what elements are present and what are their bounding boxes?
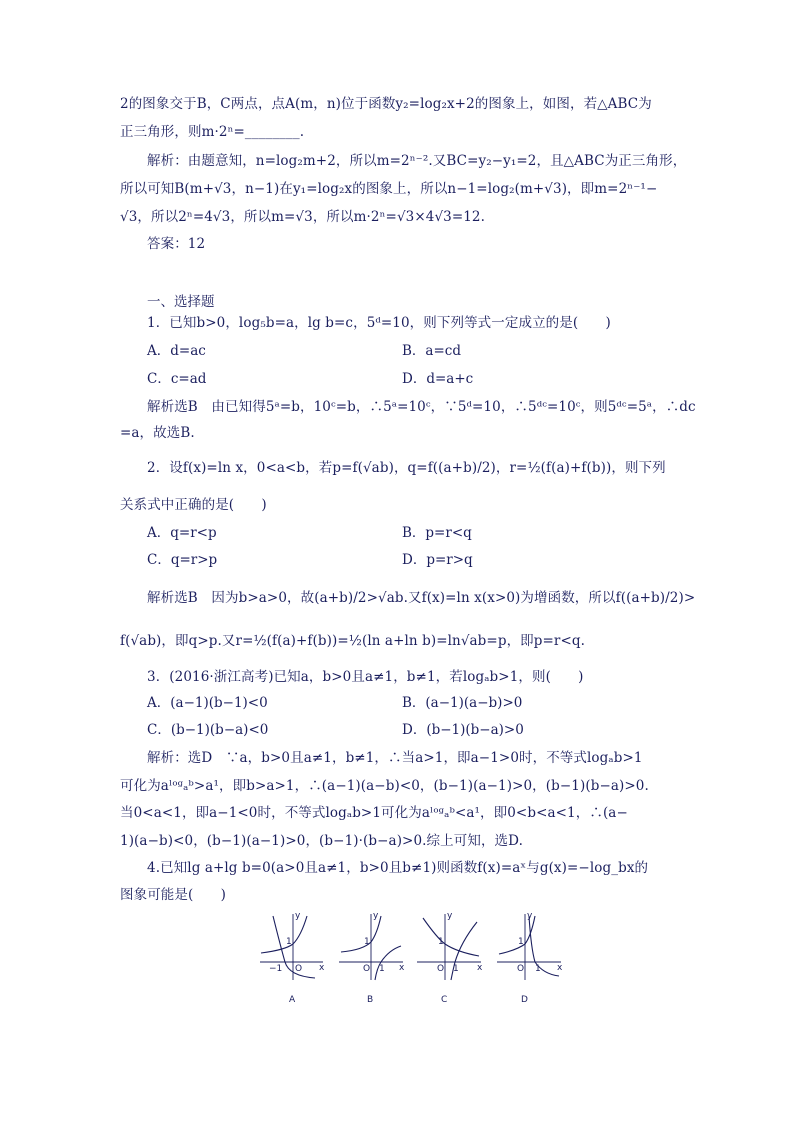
prev-answer: 答案：12 xyxy=(147,236,206,252)
graph-b-one: 1 xyxy=(364,937,370,947)
graph-c-x-label: x xyxy=(477,963,483,973)
graph-c-origin: O xyxy=(437,964,445,974)
graph-b-x-label: x xyxy=(399,963,405,973)
q2-stem-line-2: 关系式中正确的是( ) xyxy=(120,497,267,513)
q3-solution-line-1: 解析：选D ∵a，b>0且a≠1，b≠1，∴当a>1，即a−1>0时，不等式logₐb>1 xyxy=(147,750,643,766)
q3-option-c: C．(b−1)(b−a)<0 xyxy=(147,722,269,738)
graph-c-y-label: y xyxy=(447,911,453,921)
q2-option-d: D．p=r>q xyxy=(402,552,473,568)
q4-stem-line-1: 4.已知lg a+lg b=0(a>0且a≠1，b>0且b≠1)则函数f(x)=aˣ与g(x)=−log_bx的 xyxy=(147,860,649,876)
q1-solution-line-1: 解析选B 由已知得5ᵃ=b，10ᶜ=b，∴5ᵃ=10ᶜ，∵5ᵈ=10，∴5ᵈᶜ=10ᶜ，则5ᵈᶜ=5ᵃ，∴dc xyxy=(147,399,696,415)
prev-problem-line-2: 正三角形，则m·2ⁿ=________. xyxy=(120,124,305,140)
graph-d-x-label: x xyxy=(557,963,563,973)
q1-option-d: D．d=a+c xyxy=(402,371,474,387)
q1-option-c: C．c=ad xyxy=(147,371,207,387)
q1-option-b: B．a=cd xyxy=(402,343,461,359)
graph-d xyxy=(497,911,563,1005)
graph-d-label: D xyxy=(521,995,528,1005)
graph-b xyxy=(339,911,405,1005)
prev-analysis-line-3: √3，所以2ⁿ=4√3，所以m=√3，所以m·2ⁿ=√3×4√3=12. xyxy=(120,209,486,225)
graph-b-x-one: 1 xyxy=(379,964,385,974)
graph-d-y-label: y xyxy=(527,911,533,921)
graph-d-one: 1 xyxy=(518,937,524,947)
graph-a-neg-one: −1 xyxy=(269,964,283,974)
graph-c-x-one: 1 xyxy=(453,964,459,974)
q3-stem: 3．(2016·浙江高考)已知a，b>0且a≠1，b≠1，若logₐb>1，则( ) xyxy=(147,669,584,685)
prev-problem-line-1: 2的图象交于B，C两点，点A(m，n)位于函数y₂=log₂x+2的图象上，如图，若△ABC为 xyxy=(120,96,652,112)
q1-option-a: A．d=ac xyxy=(147,343,206,359)
q4-graph-options xyxy=(255,908,575,1008)
graph-b-origin: O xyxy=(363,964,371,974)
q3-solution-line-2: 可化为aˡᵒᵍₐᵇ>a¹，即b>a>1，∴(a−1)(a−b)<0，(b−1)(a−1)>0，(b−1)(b−a)>0. xyxy=(120,778,649,794)
prev-analysis-line-2: 所以可知B(m+√3，n−1)在y₁=log₂x的图象上，所以n−1=log₂(m+√3)，即m=2ⁿ⁻¹− xyxy=(120,181,658,197)
graph-b-y-label: y xyxy=(373,911,379,921)
q2-option-a: A．q=r<p xyxy=(147,525,217,541)
prev-analysis-line-1: 解析：由题意知，n=log₂m+2，所以m=2ⁿ⁻².又BC=y₂−y₁=2，且△ABC为正三角形， xyxy=(147,153,687,169)
graph-d-origin: O xyxy=(517,964,525,974)
q2-solution-line-1: 解析选B 因为b>a>0，故(a+b)/2>√ab.又f(x)=ln x(x>0)为增函数，所以f((a+b)/2)> xyxy=(147,590,696,606)
graph-a-label: A xyxy=(289,995,296,1005)
q3-solution-line-3: 当0<a<1，即a−1<0时，不等式logₐb>1可化为aˡᵒᵍₐᵇ<a¹，即0<b<a<1，∴(a− xyxy=(120,805,628,821)
q3-option-a: A．(a−1)(b−1)<0 xyxy=(147,695,268,711)
q2-option-c: C．q=r>p xyxy=(147,552,218,568)
graph-a-y-label: y xyxy=(295,911,301,921)
q3-option-d: D．(b−1)(b−a)>0 xyxy=(402,722,524,738)
q1-solution-line-2: =a，故选B. xyxy=(120,425,195,441)
q3-option-b: B．(a−1)(a−b)>0 xyxy=(402,695,523,711)
section-title: 一、选择题 xyxy=(147,294,215,310)
graph-c-label: C xyxy=(441,995,448,1005)
graph-c xyxy=(417,911,483,1005)
q1-stem: 1．已知b>0，log₅b=a，lg b=c，5ᵈ=10，则下列等式一定成立的是( ) xyxy=(147,315,611,331)
q4-stem-line-2: 图象可能是( ) xyxy=(120,887,226,903)
graph-a-x-label: x xyxy=(319,963,325,973)
q2-solution-line-2: f(√ab)，即q>p.又r=½(f(a)+f(b))=½(ln a+ln b)=ln√ab=p，即p=r<q. xyxy=(120,633,586,649)
q3-solution-line-4: 1)(a−b)<0，(b−1)(a−1)>0，(b−1)·(b−a)>0.综上可知，选D. xyxy=(120,833,523,849)
graph-a xyxy=(260,911,325,1005)
graph-c-one: 1 xyxy=(438,937,444,947)
graph-a-origin: O xyxy=(295,964,303,974)
graph-d-x-one: 1 xyxy=(535,964,541,974)
q2-option-b: B．p=r<q xyxy=(402,525,472,541)
graph-b-label: B xyxy=(367,995,374,1005)
graph-a-one: 1 xyxy=(286,937,292,947)
q2-stem-line-1: 2．设f(x)=ln x，0<a<b，若p=f(√ab)，q=f((a+b)/2)，r=½(f(a)+f(b))，则下列 xyxy=(147,460,666,476)
